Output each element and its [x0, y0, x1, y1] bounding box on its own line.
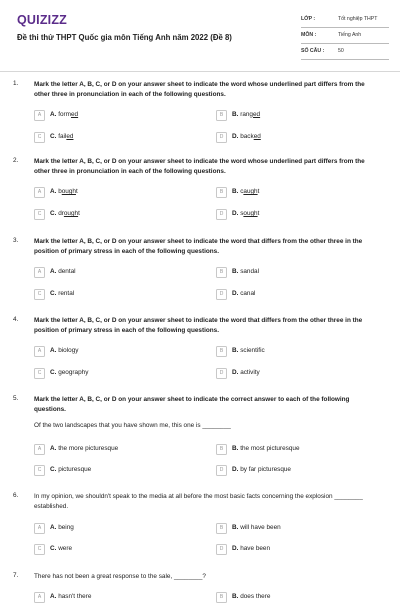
question-number: 2.	[13, 157, 19, 164]
meta-count-value: 50	[338, 48, 344, 54]
option-key-box: B	[216, 110, 227, 121]
question-prompt: In my opinion, we shouldn't speak to the media at all before the most basic facts concerning the explosion ________ established.	[34, 493, 363, 510]
meta-subject-value: Tiếng Anh	[338, 32, 362, 38]
option-key-box: B	[216, 444, 227, 455]
question-number: 7.	[13, 572, 19, 579]
option-key-box: D	[216, 132, 227, 143]
header-divider	[0, 71, 400, 72]
option-key-box: B	[216, 592, 227, 603]
question-prompt: Mark the letter A, B, C, or D on your answer sheet to indicate the word that differs from the other three in the position of primary stress in each of the following questions.	[34, 317, 363, 334]
question-prompt: There has not been a great response to the sale, ________?	[34, 573, 206, 580]
question-number: 3.	[13, 237, 19, 244]
question-passage: Of the two landscapes that you have shown me, this one is ________	[34, 422, 231, 429]
option-key-box: B	[216, 523, 227, 534]
option-key-box: D	[216, 465, 227, 476]
option-key-box: C	[34, 544, 45, 555]
question-prompt: Mark the letter A, B, C, or D on your answer sheet to indicate the word that differs from the other three in the position of primary stress in each of the following questions.	[34, 238, 363, 255]
option-key-box: A	[34, 523, 45, 534]
option-key-box: B	[216, 187, 227, 198]
option-key-box: C	[34, 209, 45, 220]
option-key-box: A	[34, 592, 45, 603]
option-key-box: D	[216, 368, 227, 379]
option-key-box: C	[34, 368, 45, 379]
meta-count	[301, 45, 389, 60]
question-number: 6.	[13, 492, 19, 499]
question-number: 5.	[13, 395, 19, 402]
worksheet-header	[0, 0, 400, 66]
option-key-box: C	[34, 289, 45, 300]
meta-grade	[301, 13, 389, 28]
option-key-box: C	[34, 465, 45, 476]
meta-subject	[301, 29, 389, 44]
option-key-box: B	[216, 346, 227, 357]
question-prompt: Mark the letter A, B, C, or D on your answer sheet to indicate the correct answer to each of the following questions.	[34, 396, 350, 413]
option-key-box: D	[216, 544, 227, 555]
option-key-box: D	[216, 289, 227, 300]
meta-grade-label: LỚP :	[301, 16, 316, 22]
meta-grade-value: Tốt nghiệp THPT	[338, 16, 378, 22]
option-key-box: A	[34, 267, 45, 278]
option-key-box: D	[216, 209, 227, 220]
option-key-box: A	[34, 110, 45, 121]
quizizz-logo: QUIZIZZ	[17, 13, 68, 27]
option-key-box: B	[216, 267, 227, 278]
question-number: 1.	[13, 80, 19, 87]
option-key-box: A	[34, 187, 45, 198]
option-key-box: A	[34, 346, 45, 357]
option-key-box: C	[34, 132, 45, 143]
option-key-box: A	[34, 444, 45, 455]
worksheet-title: Đề thi thử THPT Quốc gia môn Tiếng Anh năm 2022 (Đề 8)	[17, 33, 232, 42]
meta-count-label: SỐ CÂU :	[301, 48, 325, 54]
meta-subject-label: MÔN :	[301, 32, 317, 38]
question-number: 4.	[13, 316, 19, 323]
question-prompt: Mark the letter A, B, C, or D on your answer sheet to indicate the word whose underlined part differs from the other three in pronunciation in each of the following questions.	[34, 81, 365, 98]
question-prompt: Mark the letter A, B, C, or D on your answer sheet to indicate the word whose underlined part differs from the other three in pronunciation in each of the following questions.	[34, 158, 365, 175]
